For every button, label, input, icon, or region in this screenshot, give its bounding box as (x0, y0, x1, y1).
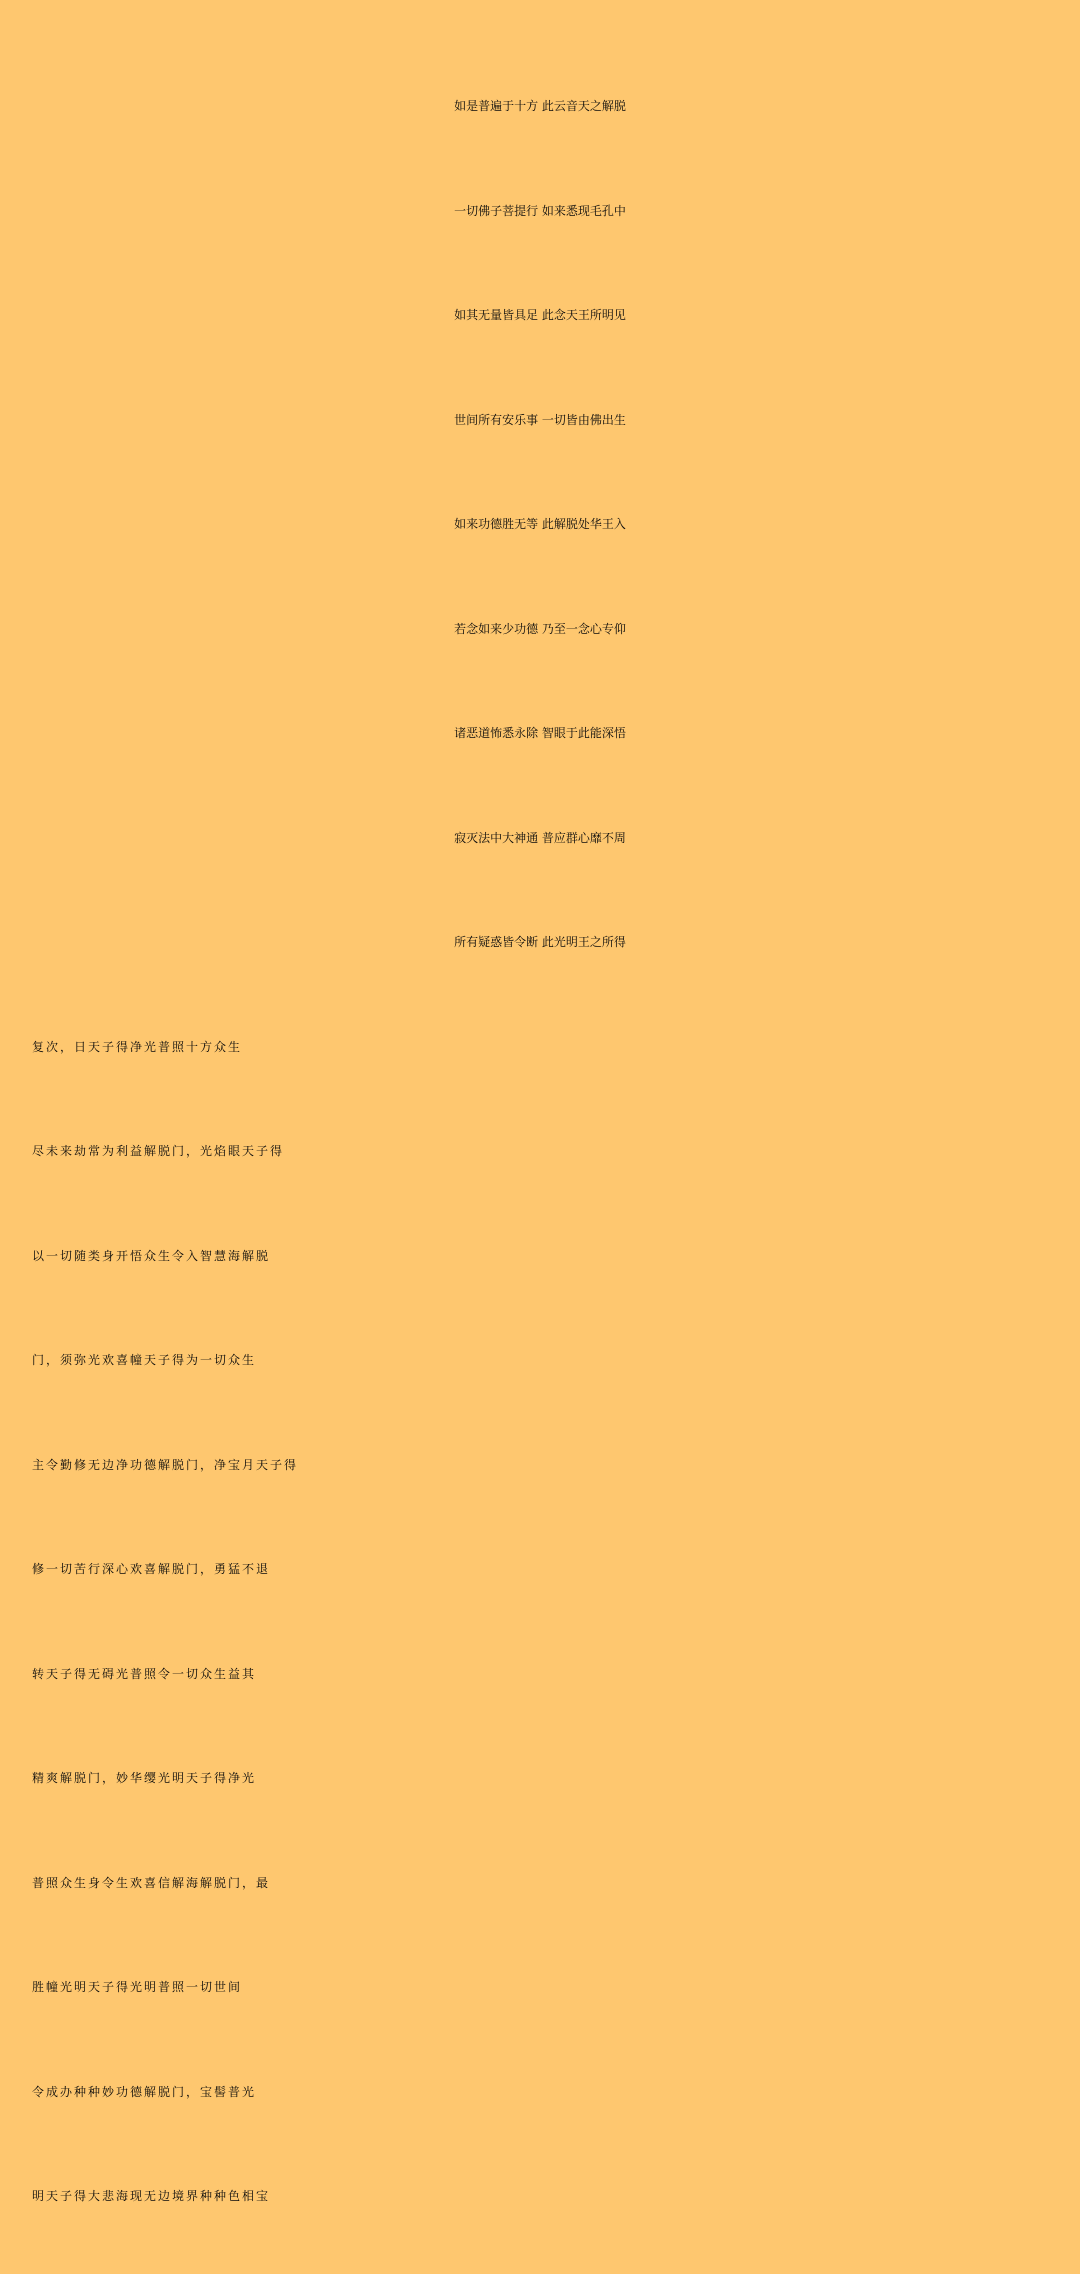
pinyin-line (0, 1296, 1080, 1332)
verse-line (0, 551, 1080, 656)
prose-line (0, 1178, 1080, 1283)
pinyin-line (0, 356, 1080, 392)
hanzi-line: 一切佛子菩提行 如来悉现毛孔中 (454, 203, 626, 218)
prose-line (0, 2014, 1080, 2119)
hanzi-line: 门，须弥光欢喜幢天子得为一切众生 (32, 1353, 257, 1367)
prose-line (0, 969, 1080, 1074)
hanzi-line: 修一切苦行深心欢喜解脱门，勇猛不退 (32, 1562, 271, 1576)
verse-line (0, 864, 1080, 969)
verse-line (0, 133, 1080, 238)
prose-line (0, 1700, 1080, 1805)
hanzi-line: 普照众生身令生欢喜信解海解脱门，最 (32, 1875, 271, 1890)
pinyin-line (0, 565, 1080, 601)
pinyin-line (0, 878, 1080, 914)
pinyin-line (0, 1401, 1080, 1437)
hanzi-line: 精爽解脱门，妙华缨光明天子得净光 (32, 1771, 257, 1785)
prose-line (0, 1073, 1080, 1178)
hanzi-line: 若念如来少功德 乃至一念心专仰 (454, 621, 626, 636)
hanzi-line: 所有疑惑皆令断 此光明王之所得 (454, 935, 626, 949)
pinyin-line (0, 42, 1080, 78)
pinyin-line (0, 1192, 1080, 1228)
verse-line (0, 446, 1080, 551)
verse-line (0, 655, 1080, 760)
pinyin-line (0, 774, 1080, 810)
prose-line (0, 1387, 1080, 1492)
pinyin-line (0, 2028, 1080, 2064)
pinyin-line (0, 1610, 1080, 1646)
prose-line (0, 1596, 1080, 1701)
hanzi-line: 如是普遍于十方 此云音天之解脱 (454, 99, 626, 113)
verse-line (0, 342, 1080, 447)
hanzi-line: 主令勤修无边净功德解脱门，净宝月天子得 (32, 1457, 299, 1472)
pinyin-line (0, 669, 1080, 705)
pinyin-line (0, 2132, 1080, 2168)
hanzi-line: 转天子得无碍光普照令一切众生益其 (32, 1666, 257, 1681)
pinyin-line (0, 147, 1080, 183)
hanzi-line: 复次，日天子得净光普照十方众生 (32, 1039, 243, 1054)
hanzi-line: 胜幢光明天子得光明普照一切世间 (32, 1980, 243, 1994)
prose-line (0, 1805, 1080, 1910)
hanzi-line: 尽未来劫常为利益解脱门，光焰眼天子得 (32, 1144, 285, 1158)
pinyin-line (0, 983, 1080, 1019)
prose-line (0, 2118, 1080, 2223)
pinyin-line (0, 460, 1080, 496)
pinyin-line (0, 1087, 1080, 1123)
pinyin-line (0, 1819, 1080, 1855)
hanzi-line: 以一切随类身开悟众生令入智慧海解脱 (32, 1248, 271, 1263)
hanzi-line: 世间所有安乐事 一切皆由佛出生 (454, 412, 626, 427)
prose-line (0, 1909, 1080, 2014)
hanzi-line: 如其无量皆具足 此念天王所明见 (454, 308, 626, 322)
pinyin-line (0, 251, 1080, 287)
verse-line (0, 28, 1080, 133)
pinyin-line (0, 1714, 1080, 1750)
prose-line (0, 1282, 1080, 1387)
hanzi-line: 寂灭法中大神通 普应群心靡不周 (454, 830, 626, 845)
pinyin-line (0, 1505, 1080, 1541)
hanzi-line: 如来功德胜无等 此解脱处华王入 (454, 517, 626, 531)
verse-line (0, 760, 1080, 865)
hanzi-line: 明天子得大悲海现无边境界种种色相宝 (32, 2189, 271, 2203)
hanzi-line: 诸恶道怖悉永除 智眼于此能深悟 (454, 726, 626, 740)
pinyin-line (0, 1923, 1080, 1959)
verse-line (0, 237, 1080, 342)
hanzi-line: 令成办种种妙功德解脱门，宝髻普光 (32, 2084, 257, 2099)
prose-line (0, 1491, 1080, 1596)
